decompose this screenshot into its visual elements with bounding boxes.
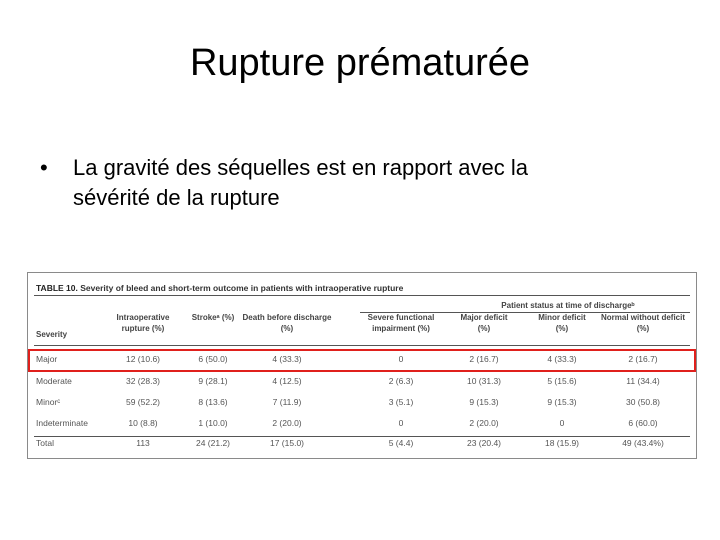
- column-header-5-line-2: (%): [477, 324, 491, 333]
- column-header-2-line-1: Strokeᵃ (%): [191, 313, 235, 322]
- table-cell-r0-c2: 6 (50.0): [198, 354, 228, 364]
- table-cell-r2-c3: 7 (11.9): [272, 397, 302, 407]
- table-cell-r2-c1: 59 (52.2): [125, 397, 161, 407]
- bullet-line-1: La gravité des séquelles est en rapport avec la: [73, 155, 528, 180]
- table-cell-r4-c1: 113: [136, 438, 150, 448]
- column-header-3-line-1: Death before discharge: [242, 313, 332, 322]
- table-top-rule: [34, 295, 690, 296]
- table-cell-r0-c7: 2 (16.7): [628, 354, 658, 364]
- column-header-6-line-2: (%): [555, 324, 569, 333]
- table-bottom-rule: [34, 436, 690, 437]
- column-header-4-line-1: Severe functional: [367, 313, 435, 322]
- table-cell-r3-c5: 2 (20.0): [469, 418, 499, 428]
- column-header-7-line-2: (%): [636, 324, 650, 333]
- table-cell-r4-c2: 24 (21.2): [195, 438, 231, 448]
- table-cell-r2-c5: 9 (15.3): [469, 397, 499, 407]
- table-cell-r4-c3: 17 (15.0): [269, 438, 305, 448]
- table-cell-r1-c4: 2 (6.3): [388, 376, 414, 386]
- column-header-3-line-2: (%): [280, 324, 294, 333]
- table-cell-r3-c0: Indeterminate: [36, 418, 88, 428]
- column-header-7-line-1: Normal without deficit: [601, 313, 685, 322]
- column-header-0-line-2: Severity: [36, 330, 68, 339]
- results-table-image: [27, 272, 697, 459]
- table-cell-r0-c6: 4 (33.3): [547, 354, 577, 364]
- table-cell-r3-c4: 0: [398, 418, 404, 428]
- table-cell-r3-c2: 1 (10.0): [198, 418, 228, 428]
- column-header-1-line-2: rupture (%): [121, 324, 165, 333]
- table-cell-r2-c4: 3 (5.1): [388, 397, 414, 407]
- column-header-6-line-1: Minor deficit: [538, 313, 586, 322]
- bullet-icon: •: [40, 155, 48, 180]
- table-cell-r4-c7: 49 (43.4%): [622, 438, 664, 448]
- table-cell-r3-c1: 10 (8.8): [128, 418, 158, 428]
- table-cell-r1-c0: Moderate: [36, 376, 72, 386]
- table-cell-r2-c7: 30 (50.8): [625, 397, 661, 407]
- table-cell-r1-c6: 5 (15.6): [547, 376, 577, 386]
- column-header-1-line-1: Intraoperative: [116, 313, 170, 322]
- table-caption: [36, 283, 403, 293]
- table-cell-r2-c0: Minorᶜ: [36, 397, 61, 407]
- table-cell-r3-c6: 0: [559, 418, 565, 428]
- table-cell-r4-c4: 5 (4.4): [388, 438, 414, 448]
- major-row-highlight: [28, 349, 696, 372]
- table-cell-r0-c0: Major: [36, 354, 58, 364]
- table-cell-r4-c5: 23 (20.4): [466, 438, 502, 448]
- group-header: Patient status at time of dischargeᵇ: [501, 301, 635, 310]
- table-cell-r2-c6: 9 (15.3): [547, 397, 577, 407]
- table-cell-r1-c2: 9 (28.1): [198, 376, 228, 386]
- table-cell-r4-c6: 18 (15.9): [544, 438, 580, 448]
- table-cell-r2-c2: 8 (13.6): [198, 397, 228, 407]
- table-cell-r1-c3: 4 (12.5): [272, 376, 302, 386]
- header-bottom-rule: [34, 345, 690, 346]
- table-cell-r1-c7: 11 (34.4): [626, 376, 660, 386]
- table-cell-r0-c4: 0: [398, 354, 404, 364]
- table-cell-r3-c7: 6 (60.0): [628, 418, 658, 428]
- table-cell-r4-c0: Total: [36, 438, 54, 448]
- bullet-line-2: sévérité de la rupture: [73, 185, 280, 210]
- table-caption-label: TABLE 10.: [36, 283, 78, 293]
- column-header-4-line-2: impairment (%): [372, 324, 430, 333]
- bullet-point: [40, 153, 680, 213]
- table-cell-r0-c5: 2 (16.7): [469, 354, 499, 364]
- table-cell-r0-c3: 4 (33.3): [272, 354, 302, 364]
- column-header-5-line-1: Major deficit: [460, 313, 508, 322]
- table-cell-r3-c3: 2 (20.0): [272, 418, 302, 428]
- table-caption-text: Severity of bleed and short-term outcome in patients with intraoperative rupture: [80, 283, 404, 293]
- slide-title: Rupture prématurée: [189, 42, 531, 84]
- table-cell-r1-c1: 32 (28.3): [125, 376, 161, 386]
- table-cell-r1-c5: 10 (31.3): [466, 376, 502, 386]
- table-cell-r0-c1: 12 (10.6): [125, 354, 161, 364]
